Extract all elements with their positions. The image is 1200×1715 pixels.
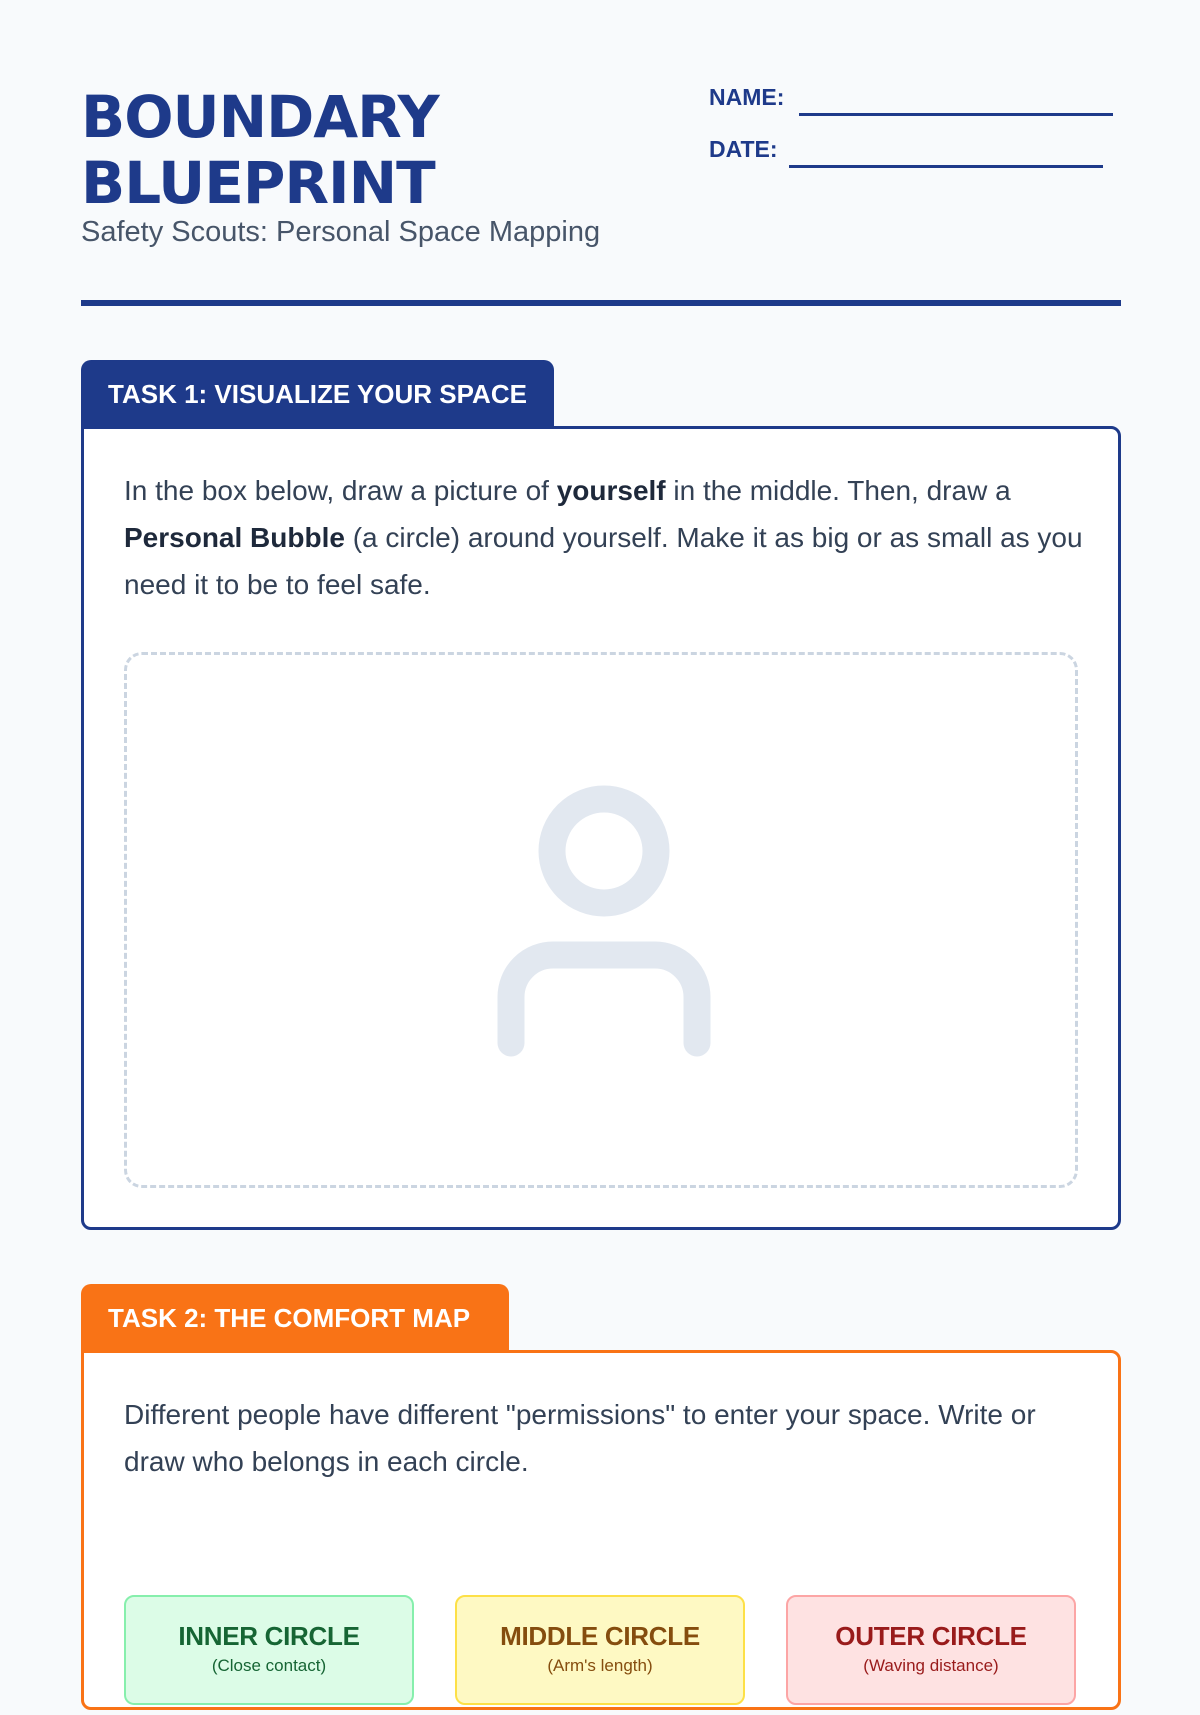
title-line-1: BOUNDARY [81, 83, 439, 151]
date-label: DATE: [709, 136, 778, 162]
instruction-text: (a circle) around yourself. Make it as big or as small as you need it to be to feel safe. [124, 522, 1083, 600]
name-label: NAME: [709, 84, 785, 110]
task-2-card [81, 1284, 1121, 1684]
outer-circle-box[interactable] [786, 1595, 1076, 1705]
task-2-tab: TASK 2: THE COMFORT MAP [81, 1284, 509, 1352]
inner-circle-subtitle: (Close contact) [211, 1656, 327, 1675]
task-2-body [81, 1350, 1121, 1710]
comfort-circles [124, 1595, 1084, 1715]
worksheet-title [81, 84, 601, 216]
instruction-text: In the box below, draw a picture of [124, 475, 557, 506]
date-field[interactable] [789, 165, 1103, 168]
outer-circle-subtitle: (Waving distance) [863, 1656, 999, 1675]
middle-circle-box[interactable] [455, 1595, 745, 1705]
name-row [709, 84, 1121, 136]
name-field[interactable] [799, 113, 1113, 116]
inner-circle-title: INNER CIRCLE [178, 1621, 360, 1651]
middle-circle-title: MIDDLE CIRCLE [500, 1621, 700, 1651]
task-2-instructions: Different people have different "permissions" to enter your space. Write or draw who belongs in each circle. [124, 1399, 1036, 1477]
instruction-bold: yourself [556, 475, 666, 506]
inner-circle-box[interactable] [124, 1595, 414, 1705]
header-divider [81, 300, 1121, 306]
drawing-area[interactable] [124, 652, 1078, 1188]
person-outline-icon [497, 785, 711, 1057]
title-line-2: BLUEPRINT [81, 149, 435, 217]
task-1-card [81, 360, 1121, 1230]
task-1-body [81, 426, 1121, 1230]
worksheet-header [81, 84, 1121, 304]
student-info [709, 84, 1121, 188]
task-1-tab: TASK 1: VISUALIZE YOUR SPACE [81, 360, 554, 428]
instruction-text: in the middle. Then, draw a [665, 475, 1011, 506]
worksheet-page [81, 0, 1121, 1675]
task-1-instructions [124, 467, 1084, 608]
date-row [709, 136, 1121, 188]
instruction-bold: Personal Bubble [124, 522, 345, 553]
worksheet-subtitle: Safety Scouts: Personal Space Mapping [81, 216, 601, 248]
middle-circle-subtitle: (Arm's length) [547, 1656, 653, 1675]
outer-circle-title: OUTER CIRCLE [835, 1621, 1027, 1651]
